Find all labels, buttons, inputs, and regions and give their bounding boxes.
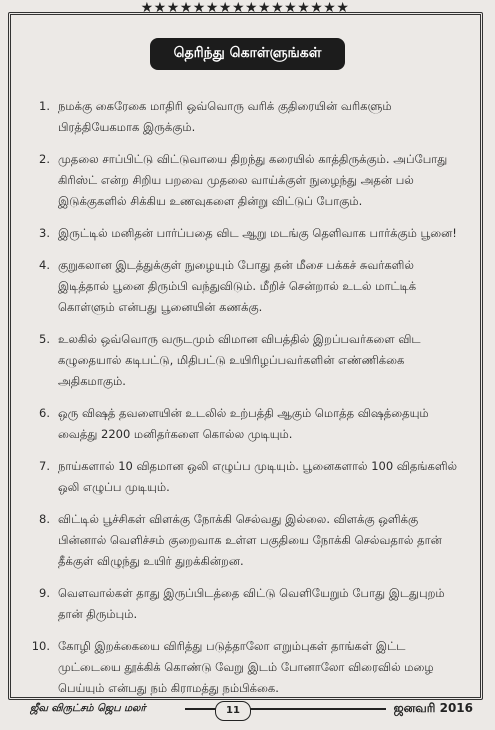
item-number: 2. <box>39 152 50 166</box>
page-number: 11 <box>215 701 251 721</box>
item-text: நாய்களால் 10 விதமான ஒலி எழுப்ப முடியும். பூனைகளால் 100 விதங்களில் ஒலி எழுப்ப முடியும். <box>58 459 458 494</box>
list-item <box>24 223 464 244</box>
list-item <box>24 149 464 212</box>
list-item <box>24 255 464 318</box>
title-banner <box>150 38 345 70</box>
list-item <box>24 456 464 498</box>
list-item <box>24 403 464 445</box>
item-number: 7. <box>39 459 50 473</box>
list-item <box>24 636 464 699</box>
item-text: இருட்டில் மனிதன் பார்ப்பதை விட ஆறு மடங்கு தெளிவாக பார்க்கும் பூனை! <box>58 226 457 240</box>
item-number: 6. <box>39 406 50 420</box>
item-text: வௌவால்கள் தாது இருப்பிடத்தை விட்டு வெளியேறும் போது இடதுபுறம் தான் திரும்பும். <box>58 586 445 621</box>
facts-list <box>24 96 464 710</box>
item-text: குறுகலான இடத்துக்குள் நுழையும் போது தன் மீசை பக்கச் சுவர்களில் இடித்தால் பூனை திரும்பி வந்துவிடும். மீறிச் சென்றால் உடல் மாட்டிக் கொள்ளும் என்பது பூனையின் கணக்கு. <box>58 258 417 314</box>
item-text: விட்டில் பூச்சிகள் விளக்கு நோக்கி செல்வது இல்லை. விளக்கு ஒளிக்கு பின்னால் வெளிச்சம் குறைவாக உள்ள பகுதியை நோக்கி செல்வதால் தான் தீக்குள் விழுந்து உயிர் துறக்கின்றன. <box>58 512 442 568</box>
item-number: 9. <box>39 586 50 600</box>
item-text: உலகில் ஒவ்வொரு வருடமும் விமான விபத்தில் இறப்பவர்களை விட கழுதையால் கடிபட்டு, மிதிபட்டு உயிரிழப்பவர்களின் எண்ணிக்கை அதிகமாகும். <box>58 332 421 388</box>
item-number: 10. <box>31 639 50 653</box>
list-item <box>24 583 464 625</box>
issue-date: ஜனவரி 2016 <box>393 701 473 715</box>
item-number: 1. <box>39 99 50 113</box>
magazine-name: ஜீவ விருட்சம் ஜெப மலர் <box>30 703 146 714</box>
item-text: நமக்கு கைரேகை மாதிரி ஒவ்வொரு வரிக் குதிரையின் வரிகளும் பிரத்தியேகமாக இருக்கும். <box>58 99 392 134</box>
item-text: ஒரு விஷத் தவளையின் உடலில் உற்பத்தி ஆகும் மொத்த விஷத்தையும் வைத்து 2200 மனிதர்களை கொல்ல முடியும். <box>58 406 429 441</box>
item-number: 5. <box>39 332 50 346</box>
item-number: 3. <box>39 226 50 240</box>
item-number: 4. <box>39 258 50 272</box>
item-text: கோழி இறக்கையை விரித்து படுத்தாலோ எறும்புகள் தாங்கள் இட்ட முட்டையை தூக்கிக் கொண்டு வேறு இடம் போனாலோ விரைவில் மழை பெய்யும் என்பது நம் கிராமத்து நம்பிக்கை. <box>58 639 434 695</box>
decorative-stars: ★★★★★★★★★★★★★★★★ <box>140 0 350 16</box>
item-number: 8. <box>39 512 50 526</box>
item-text: முதலை சாப்பிட்டு விட்டுவாயை திறந்து கரையில் காத்திருக்கும். அப்போது கிரிஸ்ட் என்ற சிறிய பறவை முதலை வாய்க்குள் நுழைந்து அதன் பல் இடுக்குகளில் சிக்கிய உணவுகளை தின்று விட்டுப் போகும். <box>58 152 448 208</box>
list-item <box>24 96 464 138</box>
page-title: தெரிந்து கொள்ளுங்கள் <box>173 45 322 61</box>
list-item <box>24 329 464 392</box>
list-item <box>24 509 464 572</box>
